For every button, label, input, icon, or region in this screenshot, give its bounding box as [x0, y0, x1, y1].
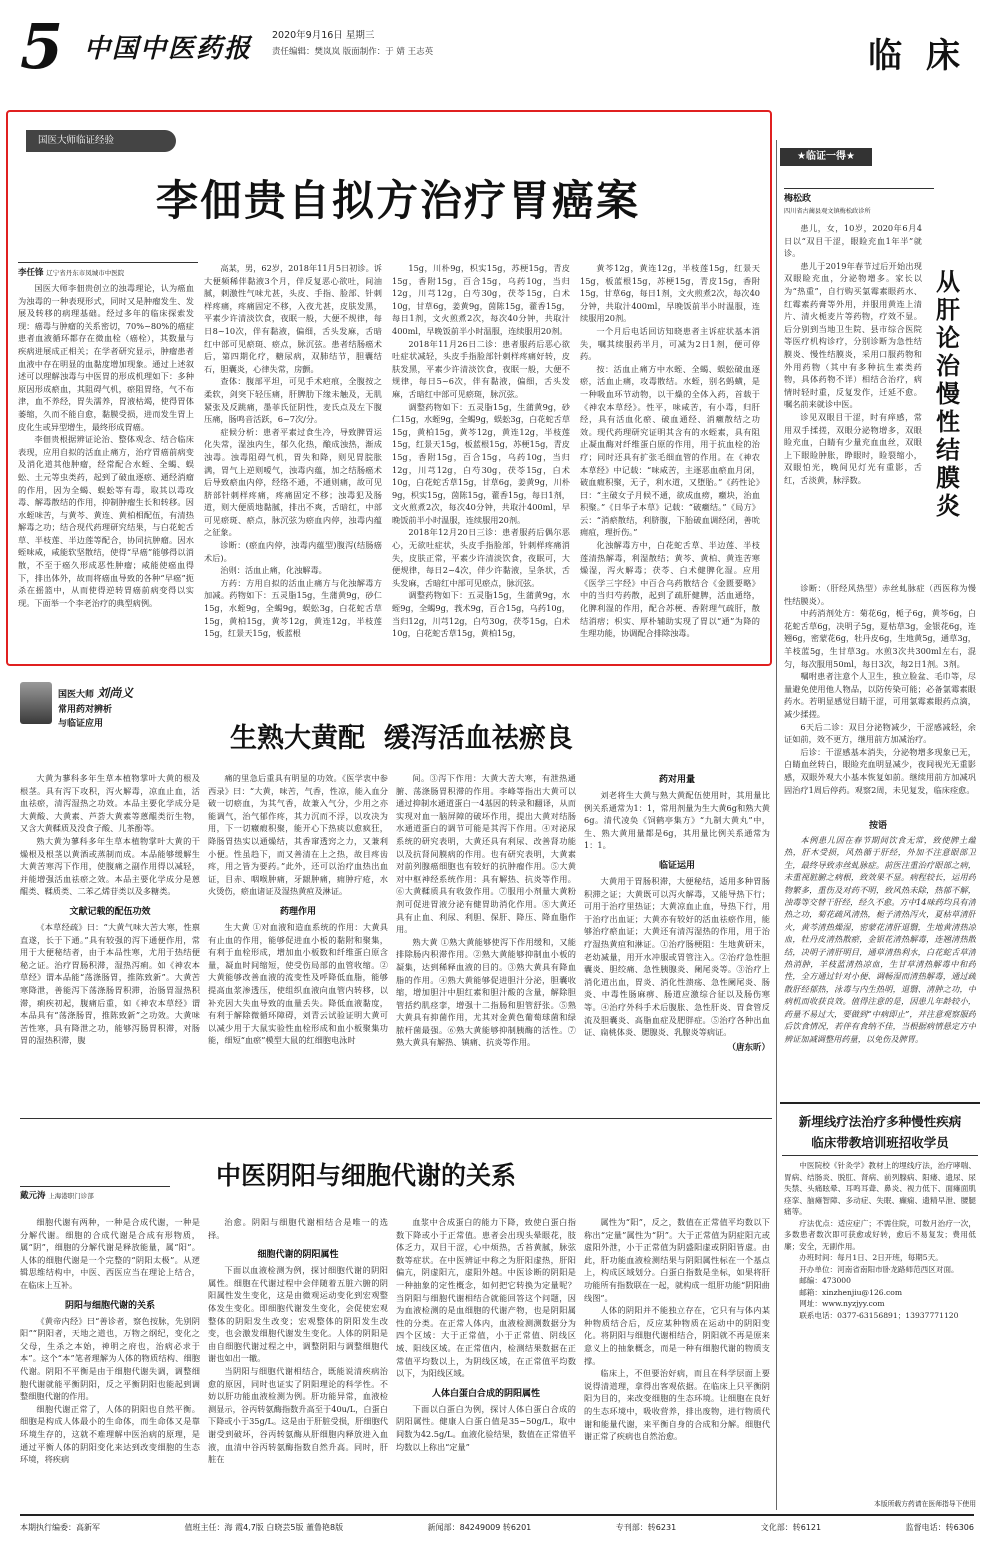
a3-author-name: 戴元涛 — [20, 1191, 46, 1201]
ad-p5: 邮编：473000 — [799, 1276, 851, 1285]
editors-line: 责任编辑：樊岚岚 版面制作：于 婧 王志英 — [272, 47, 434, 57]
article3-col-4 — [584, 1216, 770, 1506]
a3-subhead-1: 阴阳与细胞代谢的关系 — [64, 1300, 155, 1311]
a3-col2-p2: 下面以血液检测为例，探讨细胞代谢的阴阳属性。细胞在代谢过程中会伴随着五脏六腑的阴阳属性发生变化，这是由微观运动变化到宏观整体发生变化。即细胞代谢发生变化，会促使宏观整体的阴阳发生改变；宏观整体的阴阳发生改变，也会激发细胞代谢发生变化。人体的阴阳是由自细胞代谢过程之中，调整阴阳与调整细胞代谢也如出一辙。 — [208, 1265, 388, 1364]
paper-name: 中国中医药报 — [84, 34, 253, 64]
footer-culture: 文化部：转6121 — [760, 1523, 822, 1532]
ad-p8: 联系电话：0377-63156891；13937771120 — [799, 1310, 959, 1320]
issue-date: 2020年9月16日 星期三 — [272, 30, 375, 41]
article2-col-2 — [208, 772, 388, 1110]
sidebar-p4: 诊断：（肝经风热型）赤丝虬脉症（西医称为慢性结膜炎）。 — [784, 583, 976, 606]
a3-col4-p3: 临床上，不但要治好病，而且在科学层面上要说得清道理，拿得出客观依据。在临床上只平衡阴阳为目的，来改变细胞的生态环境。让细胞在良好的生态环境中，吸收营养，排出废物，进行物质代谢和能量代谢，来平衡自身的合成和分解。细胞代谢正常了疾病也自然治愈。 — [584, 1368, 770, 1442]
sidebar-p6: 嘱咐患者注意个人卫生，独立脸盆、毛巾等，尽量避免使用他人物品，以防传染可能；必备氯霉素眼药水。若明显感觉目睛干涩，可用氯霉素眼药点滴，减少揉搓。 — [784, 671, 976, 719]
ad-p1: 中医院校《针灸学》教材上的埋线疗法，治疗哮喘、胃病、结肠炎、脱肛、肾病、前列腺病、阳痿、遗尿、尿失禁、头痛眩晕、耳鸣耳聋、鼻炎、视力低下、面瘫面肌痉挛、脑瘫智障、多动症、失眠、癫痫、遗精早泄、腰腿痛等。 — [784, 1161, 976, 1216]
author-org: 辽宁省丹东市凤城市中医院 — [46, 269, 125, 277]
lead-col2-p4: 诊断：(瘀血内停，浊毒内蕴型)腹泻(结肠癌术后)。 — [204, 540, 382, 563]
column-name-1: 常用药对辨析 — [58, 705, 113, 715]
article2-title: 生熟大黄配 缓泻活血祛瘀良 — [230, 723, 573, 754]
masthead — [0, 0, 994, 88]
a3-col3-p2: 下面以白蛋白为例，探讨人体白蛋白合成的阴阳属性。健康人白蛋白值是35~50g/L，取中间数为42.5g/L。血液化验结果，数值在正常值平均数以上称出“定量” — [396, 1403, 576, 1452]
article2-col-3 — [396, 772, 576, 1110]
footer-supervise: 监督电话：转6306 — [905, 1523, 974, 1532]
ad-p4: 开办单位：河南省南阳市卧龙路师范西区对面。 — [799, 1264, 959, 1274]
ad-body — [780, 1156, 980, 1476]
lead-col4-p2: 一个月后电话回访知晓患者主诉症状基本消失，嘱其续服药半月，可减为2日1剂，便可停药。 — [580, 325, 760, 362]
lead-col3-p3: 调整药物如下：五灵脂15g，生蒲黄9g，砂仁15g，水蛭9g，全蝎9g，蜈蚣3g，白花蛇舌草15g，黄柏15g，黄芩12g，黄连12g，半枝莲15g，红景天15g，板蓝根15g，苏梗15g，青皮15g，香附15g，百合15g，乌药10g，当归12g，川芎12g，白芍30g，茯苓15g，白术10g，白花蛇舌草15g，甘草6g，姜黄9g，川朴9g，枳实15g，茵陈15g，藿香15g，每日1剂，文火煎煮2次，每次40分钟，共取汁400ml，早晚饭前半小时温服，连续服用20剂。 — [392, 401, 570, 525]
a2-col2-p1: 痛的里急后重具有明显的功效。《医学衷中参西录》曰：“大黄，味苦，气香，性凉，能入血分破一切瘀血，为其气香，故兼入气分，少用之亦能调气，治气郁作疼，其力沉而不浮，以攻决为用，下一切癥瘕积聚，能开心下热痰以愈疯狂，降肠胃热实以通燥结，其香窜透窍之力，又兼利小便。性虽趋下，而又善清在上之热，故目疼齿疼，用之皆为要药。”此外，还可以治疗血热出血证，目赤、咽喉肿痛，牙龈肿痛，痈肿疔疮，水火烫伤，瘀血诸证及湿热黄疸及淋证。 — [208, 773, 388, 897]
lead-col4-p3: 按：活血止痛方中水蛭、全蝎、蜈蚣破血逐瘀，活血止痛，攻毒散结。水蛭，别名蚂蟥，是一种吸血环节动物，以干燥的全体入药，首载于《神农本草经》。性平，味咸苦，有小毒，归肝经，具有活血化瘀、破血通经、消癥散结之功效。现代药理研究证明其含有的水蛭素，具有阻止凝血酶对纤维蛋白原的作用，用于抗血栓的治疗；同时还具有扩张毛细血管的作用。在《神农本草经》中记载：“味咸苦，主逐恶血瘀血月闭，破血瘕积聚，无子，利水道，又堕胎。”《药性论》曰：“主破女子月候不通，欲成血痨，癥块，治血积聚。”《日华子本草》记载：“破癥结。”《局方》云：“消瘀散结，利脐腹，下胎破血调经闭，善吮痈疽，理折伤。” — [580, 363, 760, 538]
lead-col1-p2: 李佃贵根据辨证论治、整体观念、结合临床表现，应用自拟的活血止痛方，治疗胃癌前病变及消化道其他肿瘤，经常配合水蛭、全蝎、蜈蚣、土元等虫类药，起到了破血逐瘀、通经消瘤的作用，因为全蝎、蜈蚣等有毒，取其以毒攻毒、解毒散结的作用，抑制肿瘤生长和转移。因水蛭味苦，与黄芩、黄连、黄柏相配伍，有清热解毒之功；结合现代药理研究结果，与白花蛇舌草、半枝莲、半边莲等配合，协同抗肿瘤。因水蛭味咸，咸能软坚散结，使得“早癌”能够得以消散，不至于癌久形成恶性肿瘤；咸能使癌血得下，排出体外，故而将癌血导致的各种“早癌”扼杀在摇篮中，从而使得逆转胃癌前病变得以实现。下面举一个李老治疗的典型病例。 — [18, 434, 194, 608]
article3-byline — [20, 1186, 170, 1201]
lead-col3-p2: 2018年11月26日二诊：患者服药后恶心欲吐症状减轻，头皮手指脸部针刺样疼痛好转，皮肤发黑，平素少许清淡饮食，夜眠一般，大便不规律，每日5~6次，伴有黏液，偏细，舌头发麻，舌暗红中部可见瘀斑，脉沉弦。 — [392, 338, 570, 399]
lead-col1-p1: 国医大师李佃贵创立的浊毒理论，认为癌血为浊毒的一种表现形式，同时又是肿瘤发生、发展及转移的病理基础。经过多年的临床探索发现：癌毒与肿瘤的关系密切，70%~80%的癌症患者血液循环都存在微血栓（癌栓），其数量与疾病进展成正相关；在学者研究显示，肿瘤患者血液中存在明显的血黏度增加现象。通过上述叙述可以理解浊毒与中医胃的形成机理如下：多种原因形成瘀血，其阻碍气机，瘀阻胃络，气不布津，血不养经，胃失濡养，胃液枯竭，使得胃体萎缩，久而不能自愈，黏膜受损，进而发生胃上皮化生或异型增生，最终形成胃癌。 — [18, 283, 194, 432]
a2-subhead-2: 药理作用 — [279, 906, 316, 917]
article3-title: 中医阴阳与细胞代谢的关系 — [216, 1161, 517, 1190]
doctor-name: 刘尚义 — [97, 686, 134, 700]
lead-col-1 — [18, 282, 194, 662]
sidebar-p7: 6天后二诊：双目分泌物减少，干涩感减轻，余证如前，效不更方，继用前方加减治疗。 — [784, 721, 976, 745]
footer-special: 专刊部：转6231 — [615, 1523, 677, 1532]
a3-col2-p1: 治愈。阴阳与细胞代谢相结合是唯一的选择。 — [208, 1217, 388, 1240]
a3-author-org: 上海港职门诊部 — [48, 1192, 94, 1200]
a3-col2-p3: 当阴阳与细胞代谢相结合，既能说清疾病治愈的原因，同时也证实了阴阳理论的科学性。不妨以肝功能血液检测为例。肝功能异常，血液检测显示，谷丙转氨酶指数升高至于40u/L，白蛋白下降或小于35g/L。这是由于肝脏受损，肝细胞代谢受到破坏，谷丙转氨酶从肝细胞内释放进入血液，血清中谷丙转氨酶指数自然升高。同时，肝脏在 — [208, 1365, 388, 1465]
a2-col2-p2: 生大黄 ①对血液和造血系统的作用：大黄具有止血的作用，能够促进血小板的黏附和聚集，有利于血栓形成，增加血小板数和纤维蛋白原含量，凝血时间缩短，使受伤局部的血管收缩。②大黄能够改善血液的流变性及呼降低血脂，能够提高血浆渗透压，使组织血液向血管内转移，以补充因大失血导致的血量丢失。降低血液黏度，有利于解除微循环障碍，刘青云试验证明大黄可以减少用于大鼠实验性血栓形成和血小板聚集功能，细短“血瘀”模型大鼠的红细胞电泳时 — [208, 921, 388, 1046]
sidebar-body-mid — [784, 582, 976, 812]
a2-col1-p3: 《本草经疏》曰：“大黄气味大苦大寒，性禀直遂，长于下通。”具有较强的泻下通便作用，常用于大便秘结者，由于本品性寒，尤用于热结便秘之证。治疗胃肠积滞，湿热泻痢。如《神农本草经》谓本品能“荡涤肠胃，推陈致新”。大黄苦寒降泄，善能泻下荡涤肠胃积滞，治肠胃湿热积滞，痢疾初起，腹痛后重，如《神农本草经》谓本品具有“荡涤肠胃，推陈致新”之功效。大黄味苦性寒，具有降泄之功，能够泻肠胃积滞，对肠胃的湿热积滞，腹 — [20, 921, 200, 1046]
sidebar-p2: 患儿于2019年春节过后开始出现双眼睑充血，分泌物增多。家长以为“热重”，自行购买氯霉素眼药水、红霉素药膏等外用，并服用黄连上清片、清火栀麦片等药物，疗效不显。后分别到当地卫生院、县市综合医院等医疗机构诊疗，分别诊断为急性结膜炎、慢性结膜炎，采用口服药物和外用药物（其中有多种抗生素类药物，具体药物不详）相结合治疗，病情时轻时重，反复发作，迁延不愈。嘱名前来就诊中医。 — [784, 260, 922, 410]
a3-col1-p1: 细胞代谢有两种，一种是合成代谢，一种是分解代谢。细胞的合成代谢是合成有形物质，属“阴”，细胞的分解代谢是释放能量，属“阳”。人体的细胞代谢是一个完整的“阴阳太极”。从逻辑思维结构中，中医、西医应当在理论上结合，在临床上互补。 — [20, 1217, 200, 1290]
sidebar-body-top — [784, 222, 922, 582]
lead-col-3 — [392, 262, 570, 662]
article3-col-2 — [208, 1216, 388, 1506]
a3-col1-p3: 细胞代谢正常了，人体的阴阳也自然平衡。细胞是构成人体最小的生命体，而生命体又是靠环境生存的，这就不难理解中医治病的原理，是通过平衡人体的阴阳变化来达到改变细胞的生态环境，将疾病 — [20, 1403, 200, 1465]
section-name: 临 床 — [868, 36, 966, 76]
a2-subhead-1: 文献记载的配伍功效 — [69, 906, 151, 917]
sidebar-author-org: 四川省古蔺县观文镇梅松政诊所 — [784, 208, 871, 215]
page-footer — [20, 1514, 974, 1538]
a2-col1-p2: 熟大黄为蓼科多年生草本植物掌叶大黄的干燥根及根茎以黄酒或蒸制而成。本品能够缓解生大黄苦寒泻下作用，使腹痛之副作用得以减轻，并能增强活血祛瘀之效。本品主要化学成分是蒽醌类、鞣质类、二苯乙烯苷类以及多糖类。 — [20, 835, 200, 897]
article-yinyang — [20, 1122, 772, 1506]
article2-col-4 — [584, 772, 770, 1110]
lead-col2-p2: 查体：腹部平坦，可见手术疤痕，全腹按之柔软，剑突下轻压痛，肝脾肋下缘未触及，无肌紧张及反跳痛，墨菲氏征阴性，麦氏点及左下腹压痛，肠鸣音活跃，6~7次/分。 — [204, 376, 382, 425]
lead-col3-p5: 调整药物如下：五灵脂15g，生蒲黄9g，水蛭9g，全蝎9g，莪术9g，百合15g，乌药10g，当归12g，川芎12g，白芍30g，茯苓15g，白术10g，白花蛇舌草15g，黄柏15g， — [392, 590, 570, 639]
sidebar-p3: 诊见双眼目干涩，时有痒感，常用双手揉搓，双眼分泌物增多，双眼睑充血，白睛有少量充血血丝，双眼上下眼睑肿胀，睁眼时，睑裂缩小，双眼怕光，晚间见灯光有重影，舌红，舌淡黄，脉浮数。 — [784, 411, 922, 485]
footer-duty: 值班主任：海 霞4,7版 白晓芸5版 董鲁艳8版 — [184, 1523, 344, 1532]
lead-col4-p4: 化浊解毒方中，白花蛇舌草、半边莲、半枝莲清热解毒，利湿散结；黄芩、黄柏、黄连苦寒燥湿，泻火解毒；茯苓、白术健脾化湿。应用《医学三字经》中百合乌药散结合《金匮要略》中的当归芍药散，起到了疏肝健脾，活血通络，化脾利湿的作用，配合苏梗、香附理气疏肝，散结消痞；枳实、厚朴辅助实现了胃以“通”为降的生理功能，协调配合排除浊毒。 — [580, 540, 760, 639]
lead-col2-p1: 高某，男，62岁，2018年11月5日初诊。诉大便频稀伴黏液3个月，伴反复恶心欲吐，间油腻，刺激性气味尤甚，头皮、手指、脸部、针刺样疼痛，疼痛固定不移，入夜尤甚，皮肤发黑，平素少许清淡饮食，夜眠一般，大便不规律，每日8~10次，伴有黏液，偏细，舌头发麻，舌暗红中部可见瘀斑、瘀点，脉沉弦。患者结肠癌术后，第四期化疗，糖尿病，双肺结节，胆囊结石，胆囊炎，心律失常，房颤。 — [204, 263, 382, 374]
doctor-portrait — [20, 682, 52, 724]
a2-col3-p1: 间。③泻下作用：大黄大苦大寒，有泄热通腑、荡涤肠胃积滞的作用。李峰等指出大黄可以通过抑制水通道蛋白一4基因的转录和翻译，从而实现对血一脑屏障的破坏作用，提出大黄对结肠水通道蛋白的调节可能是其泻下作用。④对泌尿系统的研究表明，大黄还具有利尿、改善肾功能以及抗肾间膜病的作用。也有研究表明，大黄素对前列腺癌细胞也有较好的抗肿瘤作用。⑤大黄对中枢神经系统作用：具有解热、抗炎等作用。⑥大黄鞣质具有收敛作用。⑦服用小剂量大黄粉剂可促进胃液分泌有健胃助消化作用。⑧大黄还具有止血、利尿、利胆、保肝、降压、降血脂作用。 — [396, 773, 576, 935]
a3-col3-p1: 血浆中合成蛋白的能力下降，致使白蛋白指数下降或小于正常值。患者会出现头晕眼花，肢体乏力，双目干涩，心中烦热，舌苔黄腻，脉弦数等症状。在中医辨证中称之为肝阳虚热，肝阳偏亢，阴虚阳亢，虚阳外越。中医诊断的阴阳是一种抽象的定性概念，如何把它转换为定量呢？当阴阳与细胞代谢相结合就能回答这个问题，因为血液检测的是血细胞的代谢产物，也是阴阳属性的分类。在正常人体内，血液检测测数据分为四个区域：大于正常值，小于正常值、阴线区域、阳线区域。在正常值内，检测结果数据在正常值平均数以上，为阴线区域，在正常值平均数以下，为阳线区域。 — [396, 1217, 576, 1379]
article2-col-1 — [20, 772, 200, 1110]
doctor-title: 国医大师 — [58, 690, 95, 700]
article3-col-3 — [396, 1216, 576, 1506]
a3-subhead-3: 人体白蛋白合成的阴阳属性 — [431, 1388, 540, 1399]
sidebar-p8: 后诊：干涩感基本消失，分泌物增多现象已无，白睛血丝转白，眼睑充血明显减少，夜间视光无重影感，双眼外观大小基本恢复如前。继续用前方加减巩固治疗1周后停药。观察2周，未见复发，临床痊愈。 — [784, 746, 976, 795]
ad-title-1: 新埋线疗法治疗多种慢性疾病 — [798, 1114, 962, 1129]
a2-subhead-4: 临证运用 — [658, 860, 695, 871]
lead-col-4 — [580, 262, 760, 662]
lead-col3-p1: 15g，川朴9g，枳实15g，苏梗15g，青皮15g，香附15g，百合15g，乌药10g，当归12g，川芎12g，白芍30g，茯苓15g，白术10g，甘草6g，姜黄9g，茵陈15g，藿香15g，每日1剂，文火煎煮2次，每次40分钟，共取汁400ml，早晚饭前半小时温服，连续服用20剂。 — [392, 263, 570, 336]
sidebar-footer-note: 本版所载方药请在医师指导下使用 — [874, 1500, 976, 1508]
article3-col-1 — [20, 1216, 200, 1506]
lead-col3-p4: 2018年12月20日三诊：患者服药后偶尔恶心，无欲吐症状，头皮手指脸部，针刺样疼痛消失，皮肤正常，平素少许清淡饮食，夜眠可，大便规律，每日2~4次，伴少许黏液，呈条状，舌头发麻，舌暗红中部可见瘀点，脉沉弦。 — [392, 527, 570, 588]
lead-byline — [18, 262, 198, 278]
lead-col2-p6: 方药：方用自拟的活血止痛方与化浊解毒方加减。药物如下：五灵脂15g，生蒲黄9g，砂仁15g，水蛭9g，全蝎9g，蜈蚣3g，白花蛇舌草15g，黄柏15g，黄芩12g，黄连12g，半枝莲15g，红景天15g，板蓝根 — [204, 577, 382, 639]
a3-subhead-2: 细胞代谢的阴阳属性 — [257, 1250, 339, 1261]
sidebar-note — [784, 834, 976, 1100]
article-dahuang — [20, 676, 772, 1112]
a2-subhead-3: 药对用量 — [658, 775, 695, 785]
lead-col2-p3: 症候分析：患者平素过食生冷，导致脾胃运化失常，湿浊内生，郁久化热，酿成浊热，渐成浊毒。浊毒阻碍气机，胃失和降，则见胃脘胀满，胃气上逆则嗳气，浊毒内蕴，加之结肠癌术后导致瘀血内停，经络不通，不通则痛，故可见脐部针刺样疼痛，疼痛固定不移；浊毒犯及肠道，则大便质地黏腻，排出不爽，舌暗红，中部可见瘀斑、瘀点，脉沉弦为瘀血内停，浊毒内蕴之征象。 — [204, 426, 382, 538]
lead-column-tag: 国医大师临证经验 — [26, 130, 176, 152]
lead-col-2 — [204, 262, 382, 662]
ad-p7: 网址：www.nyzjyy.com — [799, 1299, 885, 1308]
sidebar-note-text: 本例患儿因在春节期间饮食无常，致使脾土蕴热，肝木受损，风热循于肝经，外加不注意眼部卫生，最终导致赤丝虬脉症。前医注重治疗眼部之病，未重视脏腑之病根，致效果不显。病程较长，运用药物繁多，重伤及对药不明，致风热未除，热郁不解，浊毒等交替干肝经，经久不愈。方中14味药均具有清热之功，菊花疏风清热，栀子清热泻火，夏枯草清肝火，黄芩清热燥湿，密蒙花清肝退翳，生地黄清热凉血，牡丹皮清热散瘀，金银花清热解毒，连翘清热散结，决明子清肝明目，通草清热利水，白花蛇舌草清热消肿，羊枝蓝清热凉血，生甘草清热解毒中和药性，全方通过针对小便、调畅湿而清热解毒，通过疏散肝经郁热，泳毒与内生热明，退翳、清肿之功，中病机而收获良效。值得注意的是，因患儿年龄较小，药量不易过大，要做到“中病即止”，并注意观察服药后饮食情况，若伴有食纳不佳，当根据病情悬定方中辨证加减调整用药量，以免伤及脾胃。 — [784, 835, 976, 1044]
page-number: 5 — [20, 10, 64, 83]
sidebar-column-tag: ★临证一得★ — [780, 148, 872, 166]
sidebar-p5: 中药消剂处方：菊花6g，栀子6g，黄芩6g，白花蛇舌草6g，决明子5g，夏枯草3g，金银花6g，连翘6g，密蒙花6g，牡丹皮6g，生地黄5g，通草3g，羊枝蓝5g，生甘草3g。水煎3次共300ml左右，混匀，每次服用50ml，每日3次，每2日1剂。3剂。 — [784, 608, 976, 669]
author-name: 李任锋 — [18, 268, 44, 278]
sidebar — [780, 140, 980, 1514]
lead-title: 李佃贵自拟方治疗胃癌案 — [155, 176, 640, 225]
sidebar-author-name: 梅松政 — [784, 188, 934, 204]
a2-col4-p2: 大黄用于胃肠积滞，大便秘结，适用多种胃肠积滞之证；大黄既可以泻火解毒，又能导热下行；可用于治疗里热证；大黄凉血止血，导热下行，用于治疗出血证；大黄亦有较好的活血祛瘀作用，能够治疗瘀血证；大黄还有清泻湿热的作用，用于治疗湿热黄疸和淋证。①治疗肠梗阻：生地黄研末，老幼减量，用开水冲服或胃管注入。②治疗急性胆囊炎、胆绞痛、急性胰腺炎、阑尾炎等。③治疗上消化道出血，胃炎、消化性溃疡、急性阑尾炎、肠炎、中毒性肠麻痹、肠道应激综合征以及肠伤寒等。④治疗外科手术后腹胀、急性肝炎、胃食管反流及胆囊炎、高脂血症及肥胖症。⑤治疗各种出血证、扁桃体炎、腮腺炎、乳腺炎等病证。 — [584, 875, 770, 1038]
lead-col4-p1: 黄芩12g，黄连12g，半枝莲15g，红景天15g，板蓝根15g，苏梗15g，青皮15g，香附15g，甘草6g，每日1剂，文火煎煮2次，每次40分钟，共取汁400ml，早晚饭前半小时温服，连续服用20剂。 — [580, 263, 760, 324]
sidebar-note-label: 按语 — [868, 821, 887, 831]
a3-col1-p2: 《黄帝内经》曰“善诊者，察色按脉，先别阴阳”“阴阳者，天地之道也，万物之纲纪，变化之父母，生杀之本始，神明之府也，治病必求于本”。这个“本”笔者理解为人体的物质结构、细胞代谢。阴阳不平衡是由于细胞代谢失调，调整细胞代谢就能平衡阴阳，反之平衡阴阳也能起到调整细胞代谢的作用。 — [20, 1315, 200, 1402]
footer-editor: 本期执行编委：高新军 — [20, 1523, 100, 1532]
a2-col4-p1: 刘老将生大黄与熟大黄配伍使用时，其用量比例关系通常为1：1，常用剂量为生大黄6g和熟大黄6g。清代凌奂《饲鹤亭集方》“九制大黄丸”中，生、熟大黄用量都是6g，其用量比例关系通常为1：1。 — [584, 790, 770, 851]
sidebar-ad — [780, 1102, 980, 1498]
ad-p3: 办班时间：每月1日、2日开班，每期5天。 — [799, 1253, 943, 1262]
footer-news: 新闻部：84249009 转6201 — [427, 1523, 532, 1532]
a3-col4-p2: 人体的阴阳并不能独立存在，它只有与体内某种物质结合后，反应某种物质在运动中的阴阳变化。将阴阳与细胞代谢相结合，阴阳就不再是原来意义上的抽象概念，而是一种有细胞代谢的物质支撑。 — [584, 1305, 770, 1366]
a3-col4-p1: 属性为“阳”，反之，数值在正常值平均数以下称出“定量”属性为“阴”。大于正常值为阴症阳亢或虚阳外泄，小于正常值为阴盛阳虚或阴阳皆虚。由此，肝功能血液检测结果与阴阳属性标在一个基点上，构成区域划分。白蛋白指数是坐标，如果将肝功能所有指数联在一起，就构成一组肝功能“阴阳曲线图”。 — [584, 1217, 770, 1303]
lead-article — [6, 110, 772, 666]
lead-col2-p5: 治则：活血止痛，化浊解毒。 — [220, 565, 327, 576]
ad-p6: 邮箱：xinzhenjiu@126.com — [799, 1287, 903, 1297]
sidebar-vertical-title: 从肝论治慢性结膜炎 — [936, 268, 960, 520]
a2-col3-p2: 熟大黄 ①熟大黄能够使泻下作用缓和，又能排除肠内积滞作用。②熟大黄能够抑制血小板的凝集，达到稀释血液的目的。③熟大黄具有降血脂的作用。④熟大黄能够促进胆汁分泌，胆囊收缩，增加胆汁中胆红素和胆汁酸的含量，解除胆管括约肌痉挛，增强十二指肠和胆管舒张。⑤熟大黄具有抑菌作用，尤其对金黄色葡萄球菌和绿脓杆菌最强。⑥熟大黄能够抑制胰酶的活性。⑦熟大黄具有解热、镇痛、抗炎等作用。 — [396, 936, 576, 1048]
sidebar-p1: 患儿，女，10岁，2020年6月4日以“双目干涩，眼睑充血1年半”就诊。 — [784, 223, 922, 259]
sidebar-byline — [784, 188, 934, 215]
doctor-label — [58, 684, 133, 701]
column-name-2: 与临证应用 — [58, 719, 104, 729]
ad-title-2: 临床带教培训班招收学员 — [811, 1135, 949, 1150]
a2-author: （唐东昕） — [727, 1042, 770, 1053]
ad-p2: 疗法优点：适应症广；不需住院，可数月治疗一次，多数患者数次即可获愈或好转，愈后不易复发；费用低廉；安全，无副作用。 — [784, 1218, 976, 1251]
a2-col1-p1: 大黄为蓼科多年生草本植物掌叶大黄的根及根茎。具有泻下攻积，泻火解毒，凉血止血，活血祛瘀，清泻湿热之功效。本品主要化学成分是大黄酸、大黄素、芦荟大黄素等蒽醌类衍生物，又含大黄鞣质及没食子酸、儿茶酚等。 — [20, 773, 200, 834]
